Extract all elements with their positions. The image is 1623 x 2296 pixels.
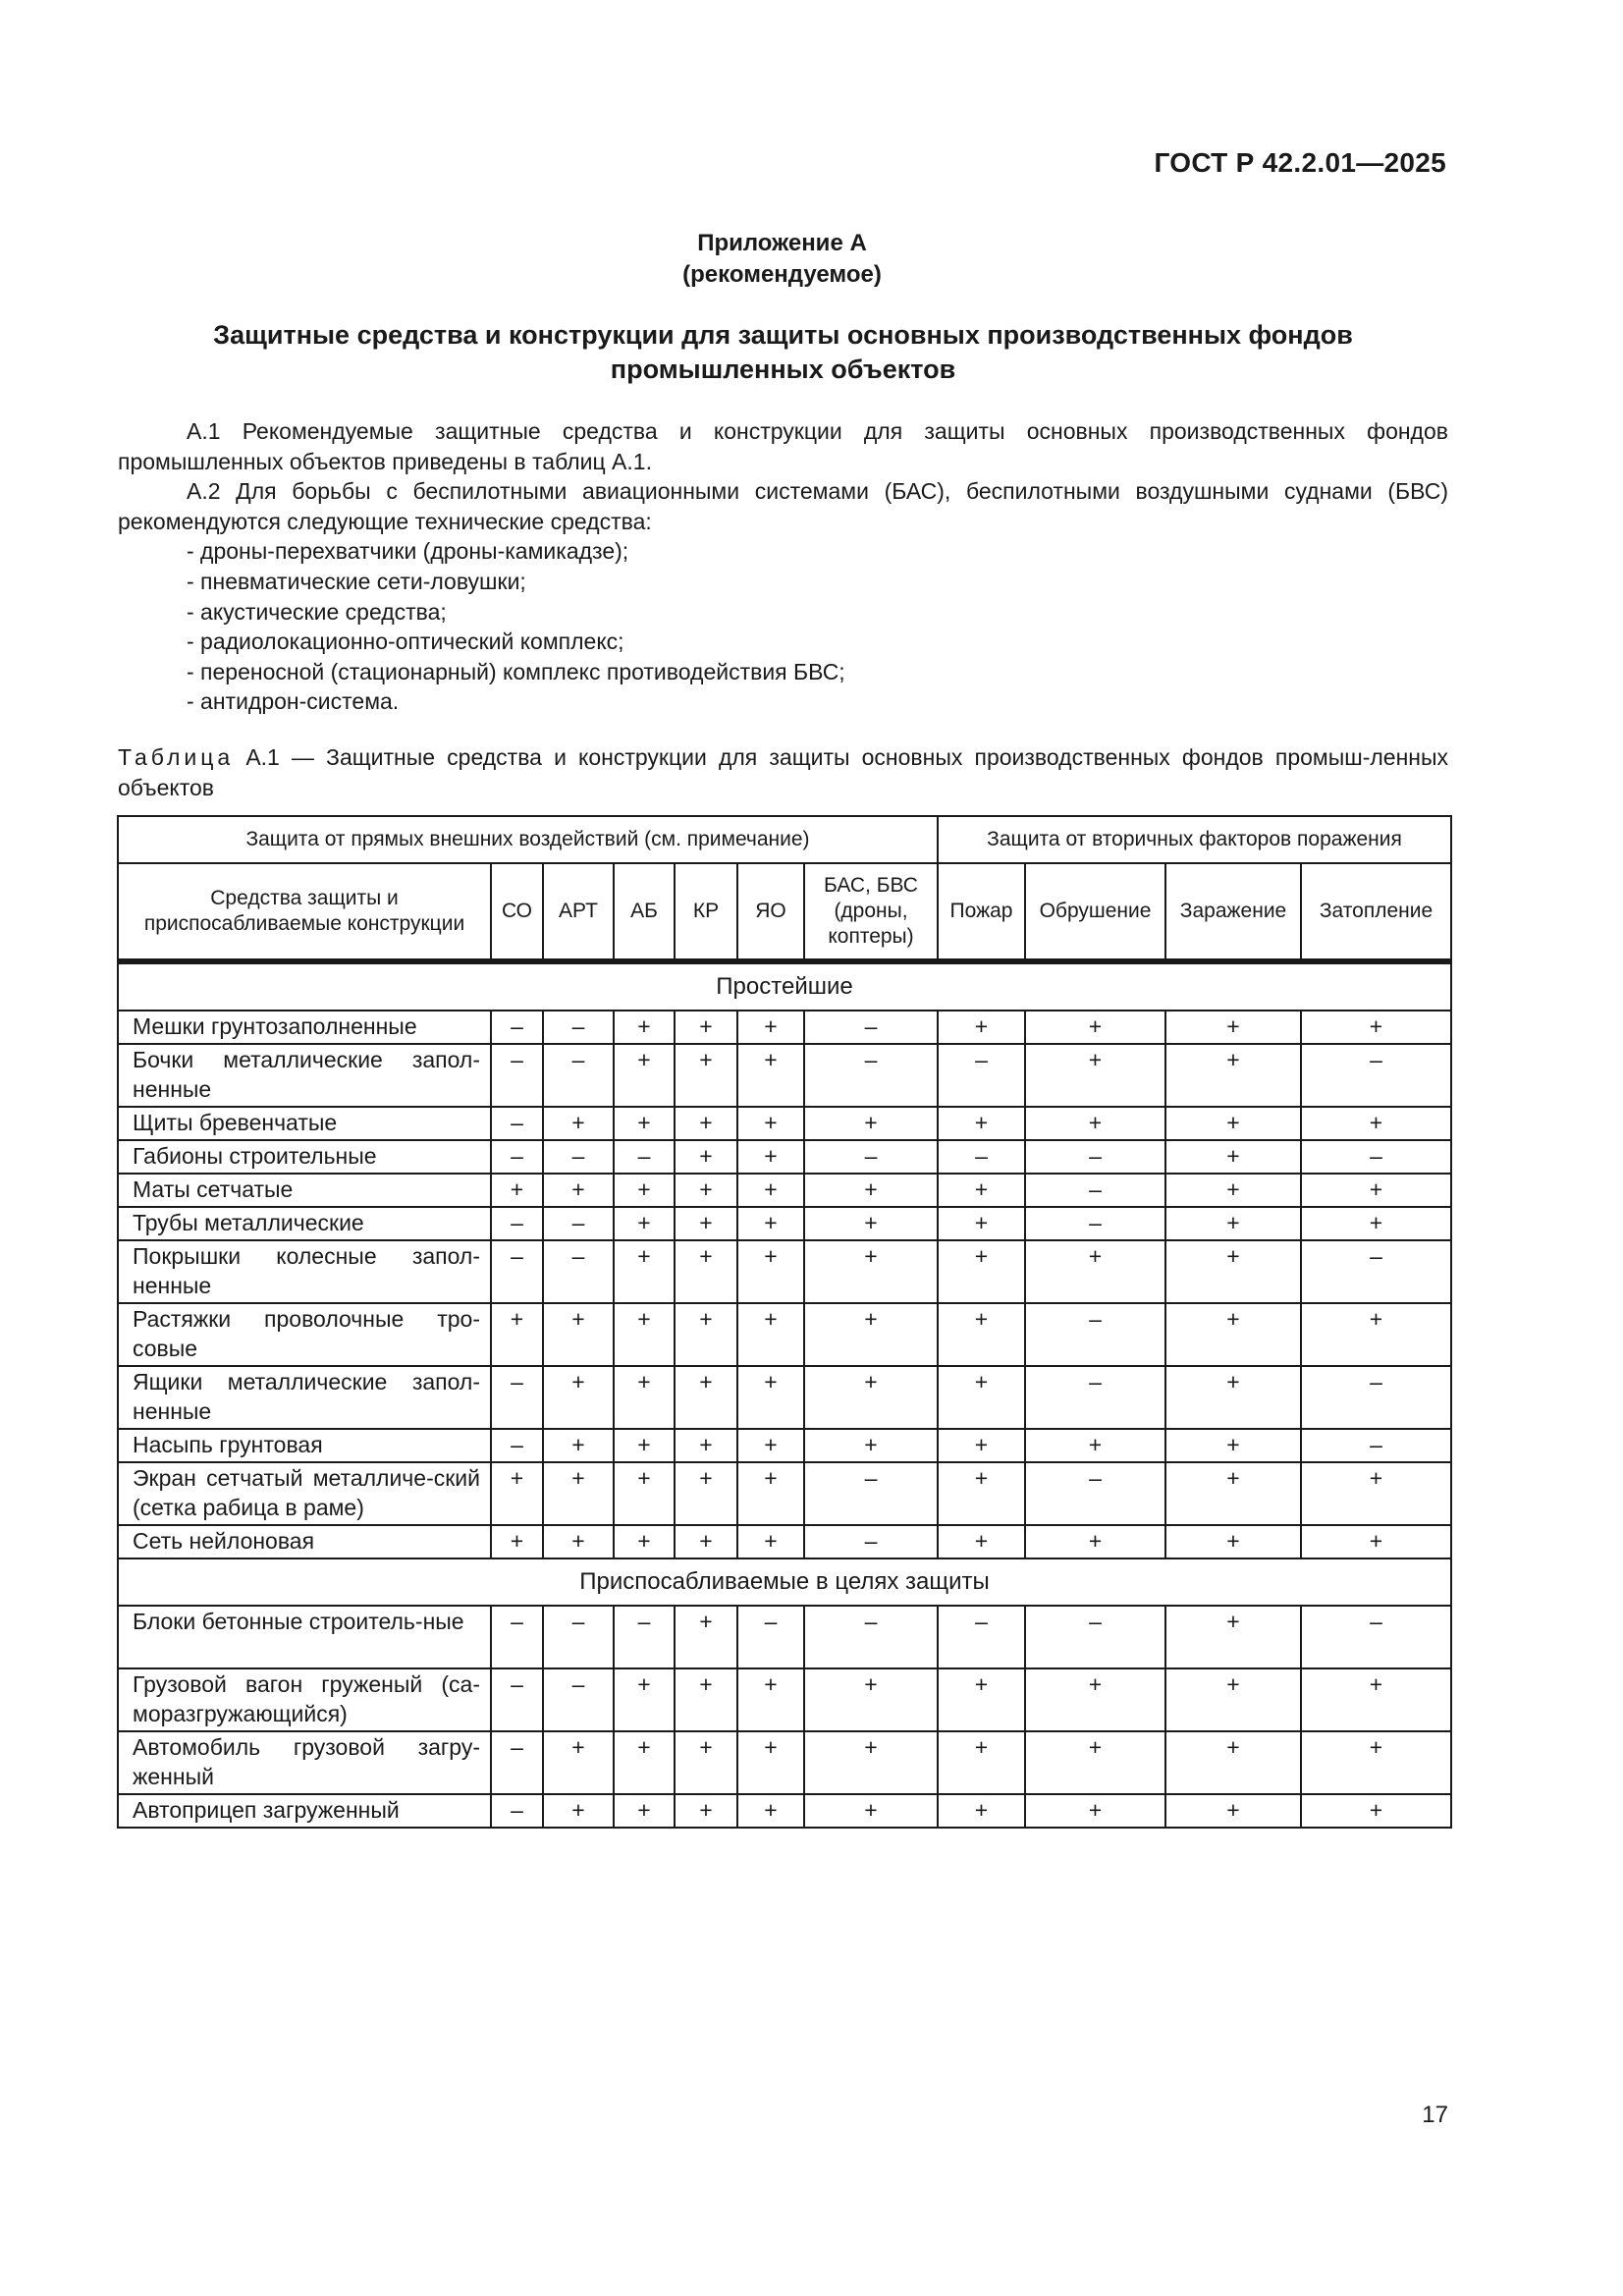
row-mark: +	[614, 1240, 675, 1303]
row-mark: –	[804, 1044, 938, 1107]
row-mark: –	[614, 1606, 675, 1668]
body-text	[118, 416, 1448, 717]
column-header: СО	[491, 863, 543, 961]
caption-text: А.1 — Защитные средства и конструкции для защиты основных производственных фондов промыш-ленных объектов	[118, 744, 1449, 800]
protection-table	[117, 815, 1452, 1829]
row-mark: –	[543, 1011, 614, 1044]
row-mark: +	[491, 1462, 543, 1525]
row-mark: –	[1025, 1207, 1165, 1240]
table-row	[118, 1366, 1451, 1429]
table-row	[118, 1044, 1451, 1107]
row-mark: –	[543, 1140, 614, 1174]
row-mark: +	[804, 1207, 938, 1240]
row-mark: +	[614, 1207, 675, 1240]
title-line-1: Защитные средства и конструкции для защиты основных производственных фондов	[213, 320, 1353, 350]
row-mark: +	[1025, 1011, 1165, 1044]
appendix-label: Приложение А	[697, 230, 867, 256]
column-header: Заражение	[1165, 863, 1301, 961]
row-mark: –	[543, 1606, 614, 1668]
row-mark: +	[938, 1462, 1025, 1525]
row-mark: +	[1165, 1207, 1301, 1240]
row-mark: +	[543, 1525, 614, 1558]
row-mark: +	[675, 1107, 737, 1140]
row-mark: +	[675, 1462, 737, 1525]
row-mark: +	[938, 1011, 1025, 1044]
row-mark: –	[491, 1011, 543, 1044]
section-title: Простейшие	[118, 961, 1451, 1011]
column-header: БАС, БВС (дроны, коптеры)	[804, 863, 938, 961]
group-header-row	[118, 816, 1451, 863]
row-mark: +	[1025, 1240, 1165, 1303]
row-mark: +	[1165, 1429, 1301, 1462]
row-name: Габионы строительные	[118, 1140, 491, 1174]
row-mark: +	[1301, 1794, 1451, 1828]
row-mark: +	[543, 1107, 614, 1140]
row-mark: –	[1025, 1462, 1165, 1525]
row-mark: +	[1165, 1140, 1301, 1174]
table-row	[118, 1107, 1451, 1140]
table-row	[118, 1429, 1451, 1462]
row-mark: +	[543, 1462, 614, 1525]
section-header-row	[118, 1558, 1451, 1606]
row-mark: –	[491, 1794, 543, 1828]
row-name: Сеть нейлоновая	[118, 1525, 491, 1558]
table-row	[118, 1303, 1451, 1366]
row-mark: +	[1165, 1044, 1301, 1107]
row-mark: +	[675, 1207, 737, 1240]
row-mark: –	[737, 1606, 804, 1668]
row-mark: +	[675, 1140, 737, 1174]
row-mark: +	[938, 1668, 1025, 1731]
row-mark: +	[1301, 1174, 1451, 1207]
row-mark: +	[737, 1303, 804, 1366]
table-row	[118, 1240, 1451, 1303]
row-mark: –	[1301, 1044, 1451, 1107]
column-header: АБ	[614, 863, 675, 961]
table-row	[118, 1462, 1451, 1525]
row-mark: +	[614, 1462, 675, 1525]
row-mark: +	[804, 1429, 938, 1462]
row-mark: +	[675, 1525, 737, 1558]
countermeasures-list	[118, 536, 1448, 717]
row-mark: +	[1301, 1303, 1451, 1366]
row-mark: +	[614, 1174, 675, 1207]
column-header: Средства защиты и приспосабливаемые конструкции	[118, 863, 491, 961]
row-mark: +	[1165, 1606, 1301, 1668]
row-mark: –	[1025, 1606, 1165, 1668]
row-mark: +	[614, 1731, 675, 1794]
column-header: КР	[675, 863, 737, 961]
row-mark: +	[1165, 1011, 1301, 1044]
appendix-status: (рекомендуемое)	[682, 261, 882, 288]
row-name: Насыпь грунтовая	[118, 1429, 491, 1462]
row-mark: +	[675, 1668, 737, 1731]
row-mark: –	[804, 1462, 938, 1525]
row-mark: +	[491, 1303, 543, 1366]
row-mark: –	[804, 1525, 938, 1558]
row-name: Маты сетчатые	[118, 1174, 491, 1207]
column-header: Затопление	[1301, 863, 1451, 961]
table-row	[118, 1207, 1451, 1240]
row-mark: –	[614, 1140, 675, 1174]
row-mark: +	[675, 1731, 737, 1794]
row-mark: +	[491, 1525, 543, 1558]
row-mark: +	[543, 1794, 614, 1828]
row-mark: +	[938, 1107, 1025, 1140]
row-mark: –	[938, 1606, 1025, 1668]
row-mark: +	[1165, 1668, 1301, 1731]
row-mark: +	[737, 1462, 804, 1525]
row-mark: +	[804, 1240, 938, 1303]
section-header-row	[118, 961, 1451, 1011]
row-mark: +	[1301, 1731, 1451, 1794]
column-header: АРТ	[543, 863, 614, 961]
row-mark: +	[491, 1174, 543, 1207]
row-mark: +	[938, 1794, 1025, 1828]
row-mark: +	[938, 1429, 1025, 1462]
row-mark: +	[737, 1107, 804, 1140]
row-mark: +	[1165, 1366, 1301, 1429]
row-mark: +	[1165, 1174, 1301, 1207]
row-name: Мешки грунтозаполненные	[118, 1011, 491, 1044]
row-mark: +	[938, 1366, 1025, 1429]
row-mark: +	[804, 1731, 938, 1794]
list-item: - акустические средства;	[187, 598, 447, 625]
row-mark: –	[1025, 1366, 1165, 1429]
row-mark: +	[804, 1668, 938, 1731]
list-item: - пневматические сети-ловушки;	[187, 568, 526, 594]
table-row	[118, 1140, 1451, 1174]
row-mark: +	[675, 1794, 737, 1828]
row-mark: +	[1301, 1107, 1451, 1140]
column-header: ЯО	[737, 863, 804, 961]
row-mark: +	[804, 1174, 938, 1207]
group-header-direct: Защита от прямых внешних воздействий (см. примечание)	[118, 816, 938, 863]
row-mark: +	[737, 1240, 804, 1303]
row-mark: +	[1301, 1525, 1451, 1558]
row-mark: +	[675, 1303, 737, 1366]
list-item: - антидрон-система.	[187, 688, 400, 715]
row-name: Блоки бетонные строитель-ные	[118, 1606, 491, 1668]
row-mark: –	[491, 1107, 543, 1140]
row-mark: –	[1301, 1140, 1451, 1174]
column-header-row	[118, 863, 1451, 961]
row-mark: +	[938, 1207, 1025, 1240]
row-mark: +	[737, 1011, 804, 1044]
row-mark: +	[938, 1731, 1025, 1794]
row-mark: –	[1301, 1429, 1451, 1462]
row-mark: +	[675, 1011, 737, 1044]
row-mark: –	[1301, 1240, 1451, 1303]
title-line-2: промышленных объектов	[610, 355, 956, 384]
row-mark: +	[675, 1429, 737, 1462]
row-mark: +	[543, 1366, 614, 1429]
row-mark: +	[614, 1525, 675, 1558]
row-mark: +	[737, 1174, 804, 1207]
row-mark: +	[804, 1107, 938, 1140]
row-mark: +	[543, 1429, 614, 1462]
row-mark: +	[1025, 1107, 1165, 1140]
row-mark: +	[737, 1731, 804, 1794]
row-mark: +	[1165, 1303, 1301, 1366]
row-mark: +	[614, 1794, 675, 1828]
row-mark: –	[491, 1140, 543, 1174]
row-name: Щиты бревенчатые	[118, 1107, 491, 1140]
row-mark: +	[1165, 1794, 1301, 1828]
row-name: Ящики металлические запол-ненные	[118, 1366, 491, 1429]
row-mark: +	[614, 1429, 675, 1462]
row-mark: –	[491, 1240, 543, 1303]
row-mark: +	[737, 1794, 804, 1828]
row-mark: –	[491, 1606, 543, 1668]
row-name: Автомобиль грузовой загру-женный	[118, 1731, 491, 1794]
row-mark: –	[491, 1731, 543, 1794]
column-header: Пожар	[938, 863, 1025, 961]
caption-prefix: Таблица	[118, 744, 235, 770]
row-mark: +	[1165, 1525, 1301, 1558]
table-row	[118, 1174, 1451, 1207]
row-mark: –	[543, 1240, 614, 1303]
row-name: Экран сетчатый металличе-ский (сетка рабица в раме)	[118, 1462, 491, 1525]
row-mark: +	[614, 1107, 675, 1140]
row-name: Бочки металлические запол-ненные	[118, 1044, 491, 1107]
row-mark: –	[938, 1044, 1025, 1107]
page-number: 17	[1422, 2102, 1448, 2128]
row-mark: +	[543, 1731, 614, 1794]
row-mark: –	[804, 1011, 938, 1044]
appendix-heading	[0, 228, 1564, 291]
row-mark: –	[1025, 1140, 1165, 1174]
row-mark: +	[1025, 1731, 1165, 1794]
row-mark: +	[1165, 1731, 1301, 1794]
table-row	[118, 1606, 1451, 1668]
row-mark: –	[491, 1044, 543, 1107]
row-mark: +	[675, 1044, 737, 1107]
table-caption	[118, 742, 1448, 802]
row-mark: +	[737, 1044, 804, 1107]
group-header-secondary: Защита от вторичных факторов поражения	[938, 816, 1451, 863]
row-mark: +	[1301, 1207, 1451, 1240]
row-mark: +	[614, 1011, 675, 1044]
row-mark: +	[1165, 1240, 1301, 1303]
row-mark: –	[543, 1668, 614, 1731]
row-mark: –	[491, 1429, 543, 1462]
row-mark: –	[491, 1207, 543, 1240]
list-item: - дроны-перехватчики (дроны-камикадзе);	[187, 538, 629, 565]
row-mark: +	[1165, 1462, 1301, 1525]
row-mark: +	[675, 1606, 737, 1668]
row-mark: +	[938, 1525, 1025, 1558]
page-title	[118, 318, 1448, 387]
row-mark: +	[737, 1366, 804, 1429]
row-mark: +	[675, 1174, 737, 1207]
row-mark: –	[804, 1606, 938, 1668]
row-mark: –	[1025, 1174, 1165, 1207]
row-name: Растяжки проволочные тро-совые	[118, 1303, 491, 1366]
row-mark: +	[737, 1207, 804, 1240]
row-mark: –	[491, 1366, 543, 1429]
row-mark: +	[675, 1240, 737, 1303]
row-mark: +	[1025, 1668, 1165, 1731]
row-mark: +	[1301, 1011, 1451, 1044]
column-header: Обрушение	[1025, 863, 1165, 961]
row-mark: +	[938, 1174, 1025, 1207]
row-mark: +	[614, 1044, 675, 1107]
row-name: Покрышки колесные запол-ненные	[118, 1240, 491, 1303]
list-item: - радиолокационно-оптический комплекс;	[187, 629, 624, 655]
table-row	[118, 1525, 1451, 1558]
row-mark: +	[1025, 1525, 1165, 1558]
list-item: - переносной (стационарный) комплекс противодействия БВС;	[187, 658, 845, 684]
row-name: Трубы металлические	[118, 1207, 491, 1240]
row-mark: +	[1301, 1668, 1451, 1731]
row-mark: +	[614, 1303, 675, 1366]
row-mark: +	[804, 1303, 938, 1366]
row-mark: –	[1301, 1606, 1451, 1668]
row-mark: +	[1025, 1429, 1165, 1462]
row-mark: +	[804, 1366, 938, 1429]
row-mark: –	[1025, 1303, 1165, 1366]
section-title: Приспосабливаемые в целях защиты	[118, 1558, 1451, 1606]
row-mark: +	[1025, 1044, 1165, 1107]
row-mark: +	[614, 1668, 675, 1731]
row-mark: +	[938, 1303, 1025, 1366]
paragraph-a2: А.2 Для борьбы с беспилотными авиационными системами (БАС), беспилотными воздушными суднами (БВС) рекомендуются следующие технические средства:	[118, 478, 1448, 534]
row-mark: +	[938, 1240, 1025, 1303]
row-mark: –	[938, 1140, 1025, 1174]
row-mark: +	[614, 1366, 675, 1429]
row-mark: –	[804, 1140, 938, 1174]
row-mark: +	[1165, 1107, 1301, 1140]
table-row	[118, 1731, 1451, 1794]
row-name: Автоприцеп загруженный	[118, 1794, 491, 1828]
row-mark: +	[737, 1429, 804, 1462]
paragraph-a1: А.1 Рекомендуемые защитные средства и конструкции для защиты основных производственных фондов промышленных объектов приведены в таблиц А.1.	[118, 418, 1448, 474]
row-mark: +	[543, 1303, 614, 1366]
table-row	[118, 1794, 1451, 1828]
row-mark: –	[543, 1044, 614, 1107]
row-mark: +	[1301, 1462, 1451, 1525]
row-mark: +	[737, 1525, 804, 1558]
document-code: ГОСТ Р 42.2.01—2025	[1154, 147, 1446, 178]
table-row	[118, 1668, 1451, 1731]
row-mark: +	[543, 1174, 614, 1207]
row-mark: +	[675, 1366, 737, 1429]
row-mark: –	[1301, 1366, 1451, 1429]
row-mark: –	[491, 1668, 543, 1731]
row-mark: +	[1025, 1794, 1165, 1828]
row-name: Грузовой вагон груженый (са-моразгружающийся)	[118, 1668, 491, 1731]
row-mark: –	[543, 1207, 614, 1240]
table-row	[118, 1011, 1451, 1044]
row-mark: +	[737, 1668, 804, 1731]
row-mark: +	[804, 1794, 938, 1828]
row-mark: +	[737, 1140, 804, 1174]
